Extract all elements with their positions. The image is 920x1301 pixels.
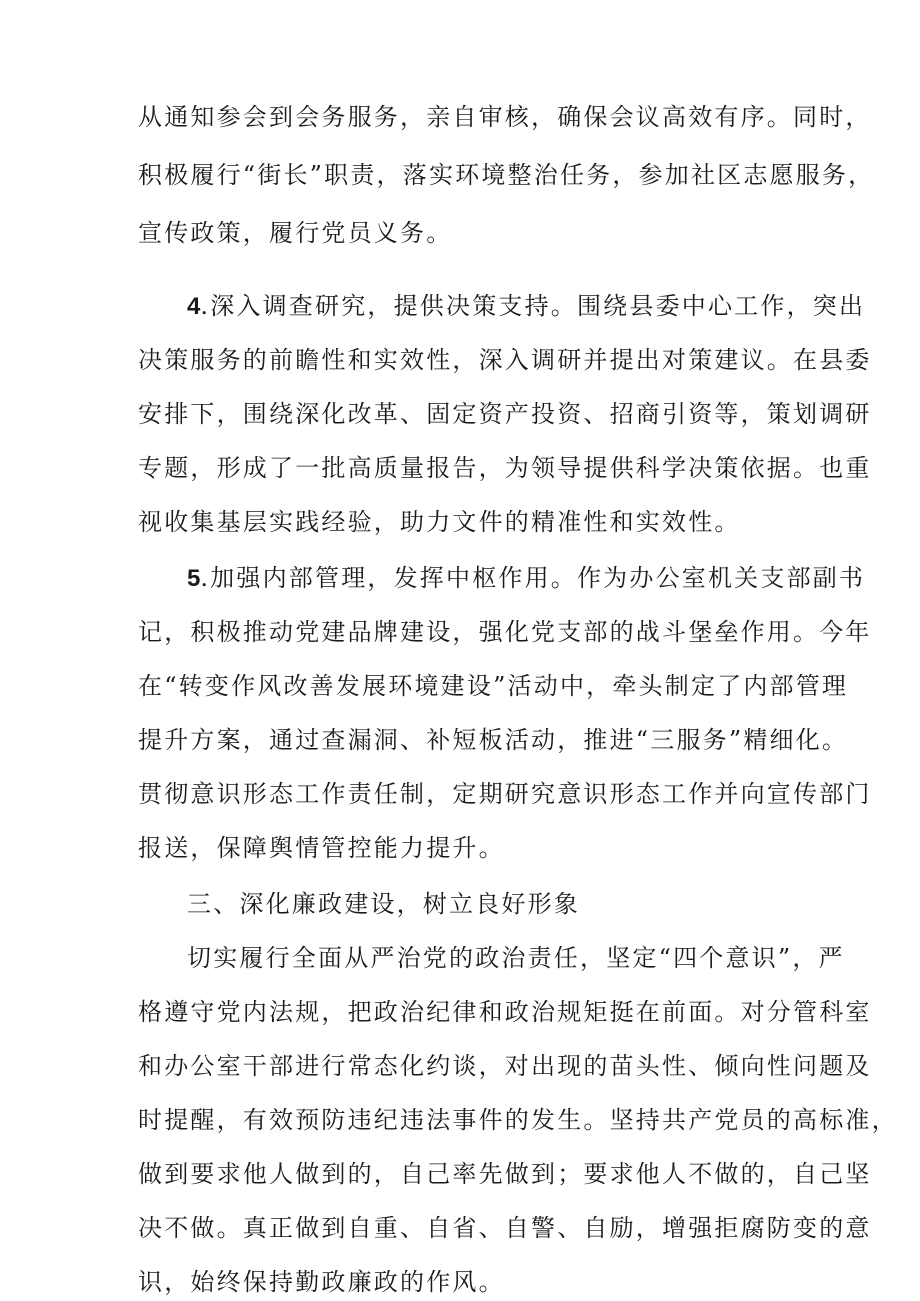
section-heading: 三、深化廉政建设，树立良好形象 <box>187 890 580 918</box>
text-line: 做到要求他人做到的，自己率先做到；要求他人不做的，自己坚 <box>138 1160 872 1188</box>
text-line: 专题，形成了一批高质量报告，为领导提供科学决策依据。也重 <box>138 454 872 482</box>
text-line: 识，始终保持勤政廉政的作风。 <box>138 1268 505 1296</box>
text-line: .加强内部管理，发挥中枢作用。作为办公室机关支部副书 <box>200 564 866 592</box>
text-line: 安排下，围绕深化改革、固定资产投资、招商引资等，策划调研 <box>138 400 872 428</box>
item-number: 4 <box>187 293 201 320</box>
text-line: 提升方案，通过查漏洞、补短板活动，推进“三服务”精细化。 <box>138 726 849 754</box>
text-line: 记，积极推动党建品牌建设，强化党支部的战斗堡垒作用。今年 <box>138 618 872 646</box>
text-line: 和办公室干部进行常态化约谈，对出现的苗头性、倾向性问题及 <box>138 1052 872 1080</box>
text-line: .深入调查研究，提供决策支持。围绕县委中心工作，突出 <box>200 292 866 320</box>
text-line: 决策服务的前瞻性和实效性，深入调研并提出对策建议。在县委 <box>138 346 872 374</box>
text-line: 时提醒，有效预防违纪违法事件的发生。坚持共产党员的高标准， <box>138 1106 898 1134</box>
text-line: 积极履行“街长”职责，落实环境整治任务，参加社区志愿服务， <box>138 161 875 189</box>
text-line: 贯彻意识形态工作责任制，定期研究意识形态工作并向宣传部门 <box>138 780 872 808</box>
text-line: 决不做。真正做到自重、自省、自警、自励，增强拒腐防变的意 <box>138 1214 872 1242</box>
text-line-first <box>187 291 865 322</box>
text-line: 视收集基层实践经验，助力文件的精准性和实效性。 <box>138 508 741 536</box>
item-number: 5 <box>187 565 201 592</box>
text-line: 宣传政策，履行党员义务。 <box>138 219 453 247</box>
text-line-first: 切实履行全面从严治党的政治责任，坚定“四个意识”，严 <box>187 944 845 972</box>
text-line-first <box>187 563 865 594</box>
text-line: 报送，保障舆情管控能力提升。 <box>138 834 505 862</box>
text-line: 从通知参会到会务服务，亲自审核，确保会议高效有序。同时， <box>138 103 872 131</box>
text-line: 格遵守党内法规，把政治纪律和政治规矩挺在前面。对分管科室 <box>138 998 872 1026</box>
text-line: 在“转变作风改善发展环境建设”活动中，牵头制定了内部管理 <box>138 672 849 700</box>
